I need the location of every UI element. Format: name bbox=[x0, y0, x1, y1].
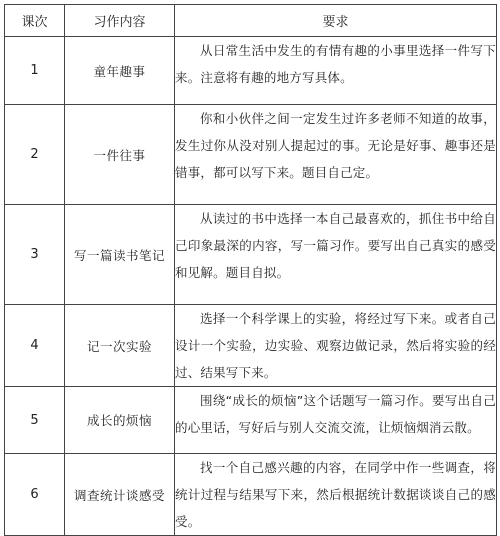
table-row bbox=[5, 205, 497, 305]
topic-cell: 写一篇读书笔记 bbox=[65, 205, 175, 305]
writing-assignments-table bbox=[4, 4, 497, 536]
topic-cell: 一件往事 bbox=[65, 105, 175, 205]
table-row bbox=[5, 387, 497, 454]
table-row bbox=[5, 37, 497, 105]
lesson-number: 3 bbox=[5, 205, 65, 305]
topic-cell: 调查统计谈感受 bbox=[65, 454, 175, 536]
lesson-number: 5 bbox=[5, 387, 65, 454]
topic-cell: 童年趣事 bbox=[65, 37, 175, 105]
lesson-number: 6 bbox=[5, 454, 65, 536]
header-topic: 习作内容 bbox=[65, 5, 175, 37]
table-header-row bbox=[5, 5, 497, 37]
requirement-cell: 选择一个科学课上的实验，将经过写下来。或者自己设计一个实验，边实验、观察边做记录，然后将实验的经过、结果写下来。 bbox=[175, 305, 497, 387]
header-requirement: 要求 bbox=[175, 5, 497, 37]
requirement-cell: 找一个自己感兴趣的内容，在同学中作一些调查，将统计过程与结果写下来，然后根据统计数据谈谈自己的感受。 bbox=[175, 454, 497, 536]
topic-cell: 成长的烦恼 bbox=[65, 387, 175, 454]
requirement-cell: 从读过的书中选择一本自己最喜欢的，抓住书中给自己印象最深的内容，写一篇习作。要写出自己真实的感受和见解。题目自拟。 bbox=[175, 205, 497, 305]
requirement-cell: 围绕“成长的烦恼”这个话题写一篇习作。要写出自己的心里话，写好后与别人交流交流，让烦恼烟消云散。 bbox=[175, 387, 497, 454]
table-row bbox=[5, 305, 497, 387]
table-row bbox=[5, 105, 497, 205]
table-row bbox=[5, 454, 497, 536]
lesson-number: 4 bbox=[5, 305, 65, 387]
lesson-number: 1 bbox=[5, 37, 65, 105]
header-lesson: 课次 bbox=[5, 5, 65, 37]
lesson-number: 2 bbox=[5, 105, 65, 205]
requirement-cell: 你和小伙伴之间一定发生过许多老师不知道的故事，发生过你从没对别人提起过的事。无论是好事、趣事还是错事，都可以写下来。题目自己定。 bbox=[175, 105, 497, 205]
topic-cell: 记一次实验 bbox=[65, 305, 175, 387]
requirement-cell: 从日常生活中发生的有情有趣的小事里选择一件写下来。注意将有趣的地方写具体。 bbox=[175, 37, 497, 105]
